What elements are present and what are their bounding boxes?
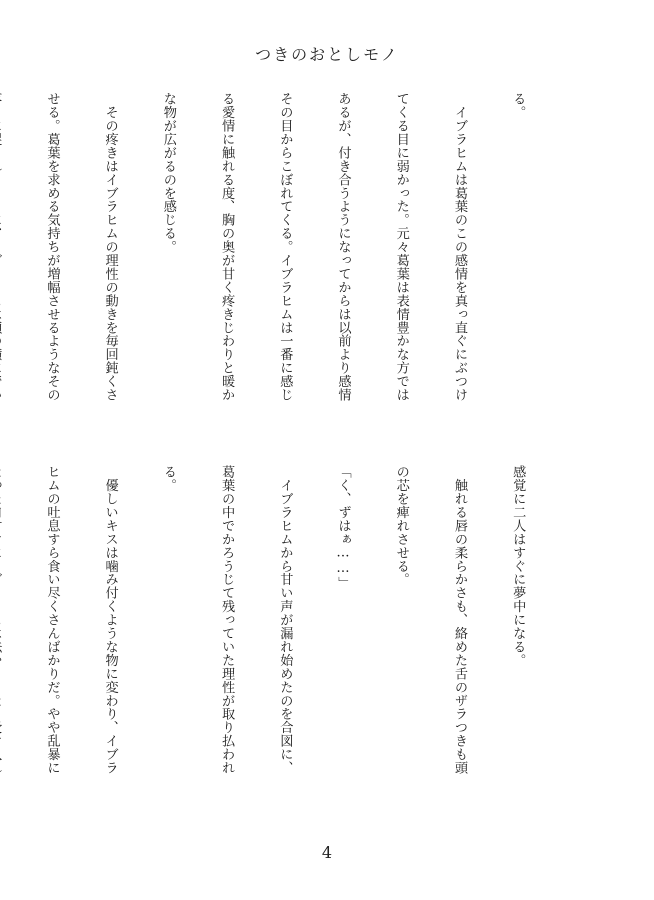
text-line: その疼きはイブラヒムの理性の動きを毎回鈍くさ bbox=[102, 92, 118, 402]
text-line: その目からこぼれてくる。イブラヒムは一番に感じ bbox=[277, 92, 293, 402]
upper-text-block bbox=[44, 92, 566, 437]
text-line: る愛情に触れる度、胸の奥が甘く疼きじわりと暖か bbox=[219, 92, 235, 402]
text-line: 「く、ずはぁ……」 bbox=[335, 465, 351, 590]
text-line: の芯を痺れさせる。 bbox=[393, 465, 409, 587]
text-line: る。 bbox=[160, 465, 176, 492]
text-line: イブラヒムから甘い声が漏れ始めたのを合図に、 bbox=[277, 465, 293, 775]
text-line: る。 bbox=[510, 92, 526, 119]
text-line bbox=[0, 92, 3, 437]
text-line: せる。葛葉を求める気持ちが増幅させるようなその bbox=[44, 92, 60, 402]
text-line: 葛葉の中でかろうじて残っていた理性が取り払われ bbox=[219, 465, 235, 775]
text-line: てくる目に弱かった。元々葛葉は表情豊かな方では bbox=[393, 92, 409, 402]
text-line: 優しいキスは噛み付くような物に変わり、イブラ bbox=[102, 465, 118, 775]
text-line: イブラヒムは葛葉のこの感情を真っ直ぐにぶつけ bbox=[451, 92, 467, 402]
running-title: つきのおとしモノ bbox=[255, 45, 399, 64]
text-line: な物が広がるのを感じる。 bbox=[160, 92, 176, 254]
text-line: ヒムの吐息すら食い尽くさんばかりだ。やや乱暴に bbox=[44, 465, 60, 775]
text-line bbox=[0, 465, 3, 810]
text-line: 感覚に二人はすぐに夢中になる。 bbox=[510, 465, 526, 667]
text-line: あるが、付き合うようになってからは以前より感情 bbox=[335, 92, 351, 402]
page-number: 4 bbox=[321, 843, 333, 862]
lower-text-block bbox=[44, 465, 566, 810]
text-line: 触れる唇の柔らかさも、絡めた舌のザラつきも頭 bbox=[451, 465, 467, 775]
